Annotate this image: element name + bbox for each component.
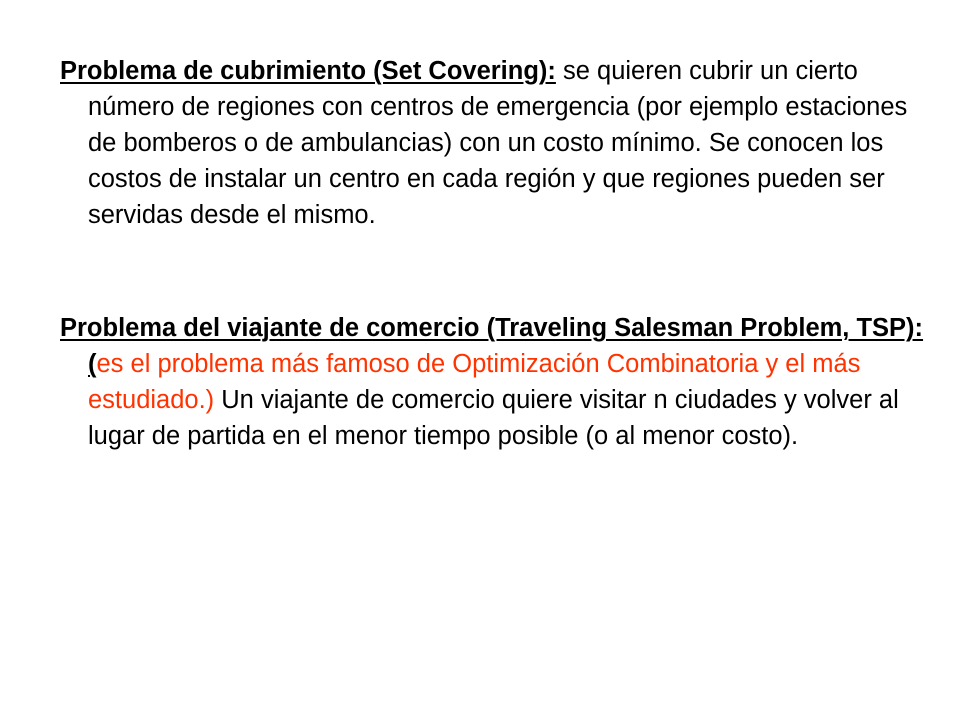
set-covering-term: Problema de cubrimiento (Set Covering):: [60, 57, 556, 85]
set-covering-paragraph: [60, 53, 938, 233]
set-covering-description: se quieren cubrir un cierto número de regiones con centros de emergencia (por ejemplo estaciones de bomberos o de ambulancias) con un costo mínimo. Se conocen los costos de instalar un centro en cada región y que regiones pueden ser servidas desde el mismo.: [88, 57, 908, 229]
tsp-term: Problema del viajante de comercio (Traveling Salesman Problem, TSP): (: [60, 314, 924, 378]
tsp-highlight-note: es el problema más famoso de Optimización Combinatoria y el más estudiado.): [88, 350, 861, 414]
tsp-description: Un viajante de comercio quiere visitar n ciudades y volver al lugar de partida en el menor tiempo posible (o al menor costo).: [88, 386, 899, 450]
tsp-paragraph: [60, 310, 938, 454]
